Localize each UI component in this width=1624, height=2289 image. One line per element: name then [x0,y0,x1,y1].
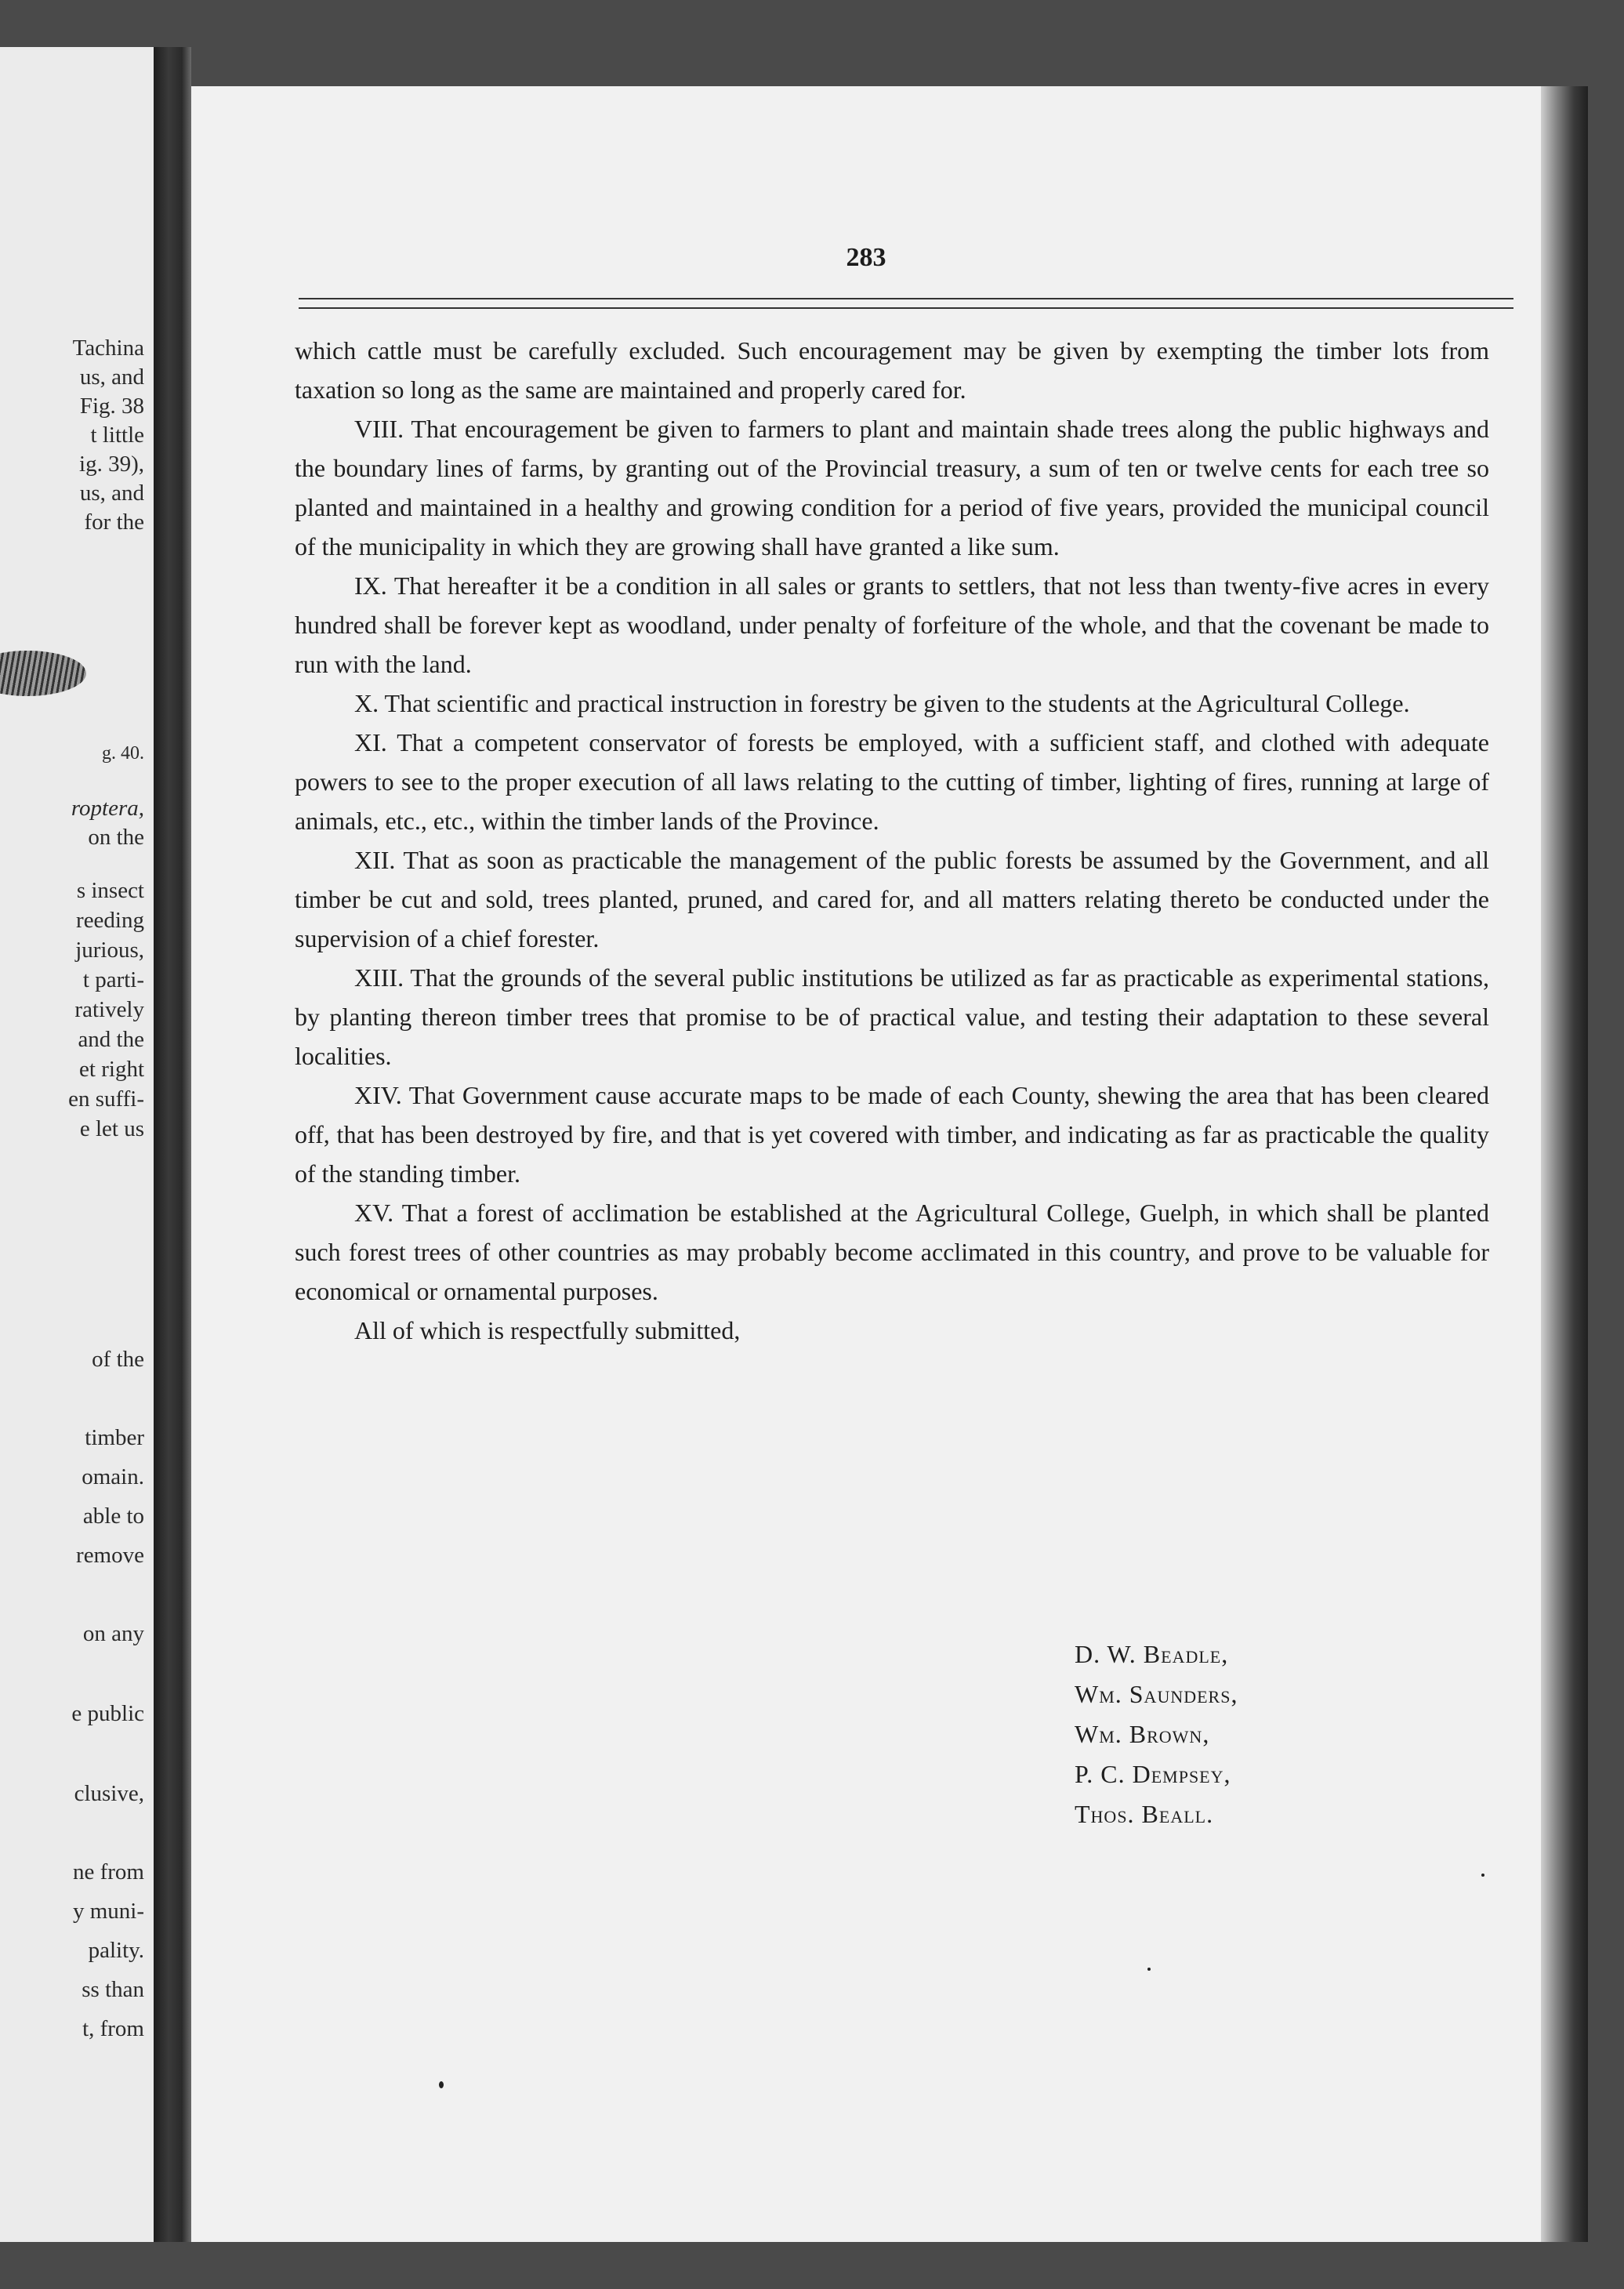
figure-illustration-fragment [0,651,86,696]
left-page-fragment: us, and [79,481,144,506]
ink-speck [439,2081,444,2088]
page-edge-shadow [1541,86,1588,2242]
left-page-fragment: timber [85,1425,144,1450]
signatory-name: D. W. Beadle, [1075,1640,1229,1668]
left-page-fragment: Fig. 38 [79,394,144,419]
left-page-fragment: roptera, [71,796,144,821]
paragraph-xiii: XIII. That the grounds of the several public institutions be utilized as far as practicable as experimental stations, by planting thereon timber trees that promise to be of practical value, and testing their adaptation to these several localities. [295,963,1489,1070]
left-page-fragment: jurious, [75,938,144,963]
book-binding-gutter [154,47,191,2242]
left-page-fragment: of the [92,1347,144,1372]
left-page-fragment: ratively [74,997,144,1022]
left-page-fragment: t parti- [82,967,144,992]
signature-block [1075,1634,1238,1834]
left-facing-page [0,47,154,2242]
signatory-name: P. C. Dempsey, [1075,1760,1231,1788]
signatory-name: Wm. Brown, [1075,1720,1210,1748]
left-page-fragment: e let us [79,1116,144,1141]
left-page-fig-caption: g. 40. [102,743,144,764]
paragraph-xi: XI. That a competent conservator of forests be employed, with a sufficient staff, and clothed with adequate powers to see to the proper execution of all laws relating to the cutting of timber, lighting of fires, running at large of animals, etc., etc., within the timber lands of the Province. [295,728,1489,835]
ink-speck [1481,1874,1484,1877]
left-page-fragment: clusive, [74,1781,144,1806]
left-page-fragment: on the [88,825,144,850]
left-page-fragment: us, and [79,365,144,390]
paragraph-x: X. That scientific and practical instruction in forestry be given to the students at the Agricultural College. [354,689,1410,717]
left-page-fragment: reeding [76,908,144,933]
left-page-fragment: e public [71,1701,144,1726]
paragraph-continuation: which cattle must be carefully excluded. Such encouragement may be given by exempting the timber lots from taxation so long as the same are maintained and properly cared for. [295,336,1489,404]
left-page-fragment: Tachina [72,336,144,361]
paragraph-xv: XV. That a forest of acclimation be established at the Agricultural College, Guelph, in which shall be planted such forest trees of other countries as may probably become acclimated in this country, and prove to be valuable for economical or ornamental purposes. [295,1199,1489,1305]
left-page-fragment: omain. [82,1464,144,1489]
left-page-fragment: en suffi- [68,1086,144,1112]
left-page-fragment: s insect [76,878,144,903]
header-double-rule [299,298,1513,309]
paragraph-xii: XII. That as soon as practicable the management of the public forests be assumed by the Government, and all timber be cut and sold, trees planted, pruned, and cared for, and all matters relating thereto be conducted under the supervision of a chief forester. [295,846,1489,952]
left-page-fragment: ig. 39), [79,452,144,477]
left-page-fragment: remove [76,1543,144,1568]
signatory-name: Wm. Saunders, [1075,1680,1238,1708]
ink-speck [1147,1968,1151,1971]
left-page-fragment: ss than [82,1977,144,2002]
left-page-fragment: ne from [73,1859,144,1885]
paragraph-xiv: XIV. That Government cause accurate maps to be made of each County, shewing the area that has been cleared off, that has been destroyed by fire, and that is yet covered with timber, and indicating as far as practicable the quality of the standing timber. [295,1081,1489,1188]
paragraph-ix: IX. That hereafter it be a condition in all sales or grants to settlers, that not less than twenty-five acres in every hundred shall be forever kept as woodland, under penalty of forfeiture of the whole, and that the covenant be made to run with the land. [295,571,1489,678]
page-number: 283 [846,243,886,272]
left-page-fragment: for the [84,510,144,535]
left-page-fragment: and the [78,1027,144,1052]
left-page-fragment: pality. [88,1938,144,1963]
page-body [295,331,1489,1350]
closing-line: All of which is respectfully submitted, [354,1316,741,1344]
document-page [191,86,1541,2242]
left-page-fragment: y muni- [72,1899,144,1924]
left-page-fragment: on any [82,1621,144,1646]
paragraph-viii: VIII. That encouragement be given to farmers to plant and maintain shade trees along the public highways and the boundary lines of farms, by granting out of the Provincial treasury, a sum of ten or twelve cents for each tree so planted and maintained in a healthy and growing condition for a period of five years, provided the municipal council of the municipality in which they are growing shall have granted a like sum. [295,415,1489,560]
signatory-name: Thos. Beall. [1075,1800,1214,1828]
left-page-fragment: able to [82,1504,144,1529]
left-page-fragment: t, from [82,2016,144,2041]
left-page-fragment: et right [79,1057,144,1082]
left-page-fragment: t little [90,423,144,448]
